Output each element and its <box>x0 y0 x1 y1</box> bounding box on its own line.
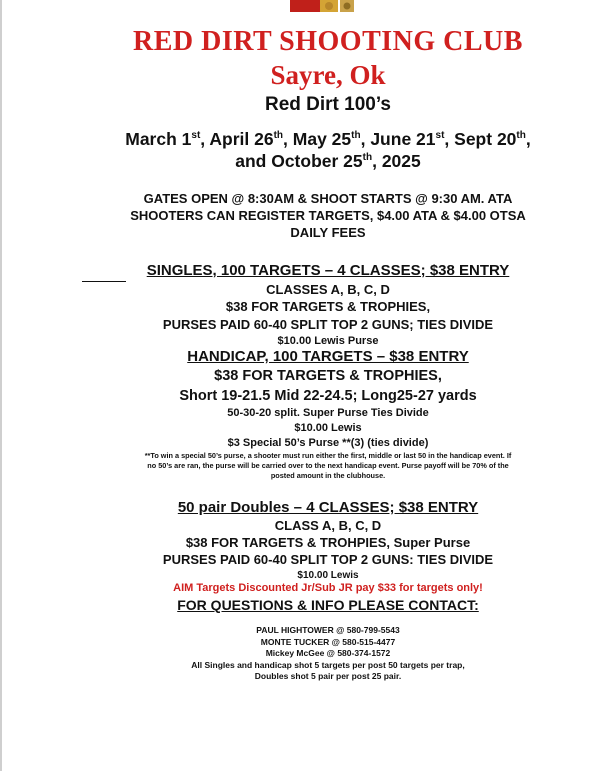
contact-mickey: Mickey McGee @ 580-374-1572 <box>265 648 391 658</box>
singles-classes: CLASSES A, B, C, D <box>266 282 390 297</box>
gates-line: SHOOTERS CAN REGISTER TARGETS, $4.00 ATA & $4.00 OTSA <box>130 208 526 223</box>
gates-line: DAILY FEES <box>290 225 366 240</box>
aim-discount: AIM Targets Discounted Jr/Sub JR pay $33 for targets only! <box>173 582 483 594</box>
singles-targets: $38 FOR TARGETS & TROPHIES, <box>225 299 431 314</box>
singles-purses: PURSES PAID 60-40 SPLIT TOP 2 GUNS; TIES DIVIDE <box>162 317 494 332</box>
contact-heading: FOR QUESTIONS & INFO PLEASE CONTACT: <box>177 597 479 613</box>
handicap-targets: $38 FOR TARGETS & TROPHIES, <box>214 368 442 384</box>
dates-line-1: March 1st, April 26th, May 25th, June 21st, Sept 20th, <box>125 129 531 149</box>
contact-monte: MONTE TUCKER @ 580-515-4477 <box>260 636 396 647</box>
fine-print-line: no 50’s are ran, the purse will be carried over to the next handicap event. Purse payoff will be 70% of the <box>147 461 509 470</box>
page-edge <box>0 0 2 771</box>
handicap-yards: Short 19-21.5 Mid 22-24.5; Long25-27 yards <box>179 388 477 404</box>
singles-heading: SINGLES, 100 TARGETS – 4 CLASSES; $38 ENTRY <box>146 262 510 279</box>
fine-print-line: **To win a special 50’s purse, a shooter must run either the first, middle or last 50 in the handicap event. If <box>144 451 512 460</box>
handicap-split: 50-30-20 split. Super Purse Ties Divide <box>227 407 429 419</box>
shotgun-shells-icon <box>290 0 360 16</box>
handicap-fine-print <box>28 451 600 481</box>
fine-print-line: posted amount in the clubhouse. <box>270 471 386 480</box>
club-location: Sayre, Ok <box>270 60 386 90</box>
handicap-heading: HANDICAP, 100 TARGETS – $38 ENTRY <box>187 348 469 365</box>
format-note: All Singles and handicap shot 5 targets per post 50 targets per trap, <box>191 659 465 670</box>
singles-lewis: $10.00 Lewis Purse <box>277 335 379 347</box>
format-note: Doubles shot 5 pair per post 25 pair. <box>254 671 402 681</box>
contact-paul: PAUL HIGHTOWER @ 580-799-5543 <box>256 625 400 635</box>
dates-line-2: and October 25th, 2025 <box>235 151 421 171</box>
gates-line: GATES OPEN @ 8:30AM & SHOOT STARTS @ 9:30 AM. ATA <box>143 191 513 206</box>
handicap-special-purse: $3 Special 50’s Purse **(3) (ties divide) <box>227 437 429 449</box>
event-dates <box>28 128 600 172</box>
doubles-purses: PURSES PAID 60-40 SPLIT TOP 2 GUNS: TIES DIVIDE <box>162 552 494 567</box>
club-title: RED DIRT SHOOTING CLUB <box>133 26 523 57</box>
doubles-classes: CLASS A, B, C, D <box>274 518 382 533</box>
doubles-heading: 50 pair Doubles – 4 CLASSES; $38 ENTRY <box>177 499 479 516</box>
contact-list <box>28 625 600 683</box>
gates-info <box>28 190 600 241</box>
handicap-lewis: $10.00 Lewis <box>294 422 362 434</box>
event-name: Red Dirt 100’s <box>264 94 391 115</box>
doubles-targets: $38 FOR TARGETS & TROHPIES, Super Purse <box>185 535 471 550</box>
doubles-lewis: $10.00 Lewis <box>297 570 359 581</box>
